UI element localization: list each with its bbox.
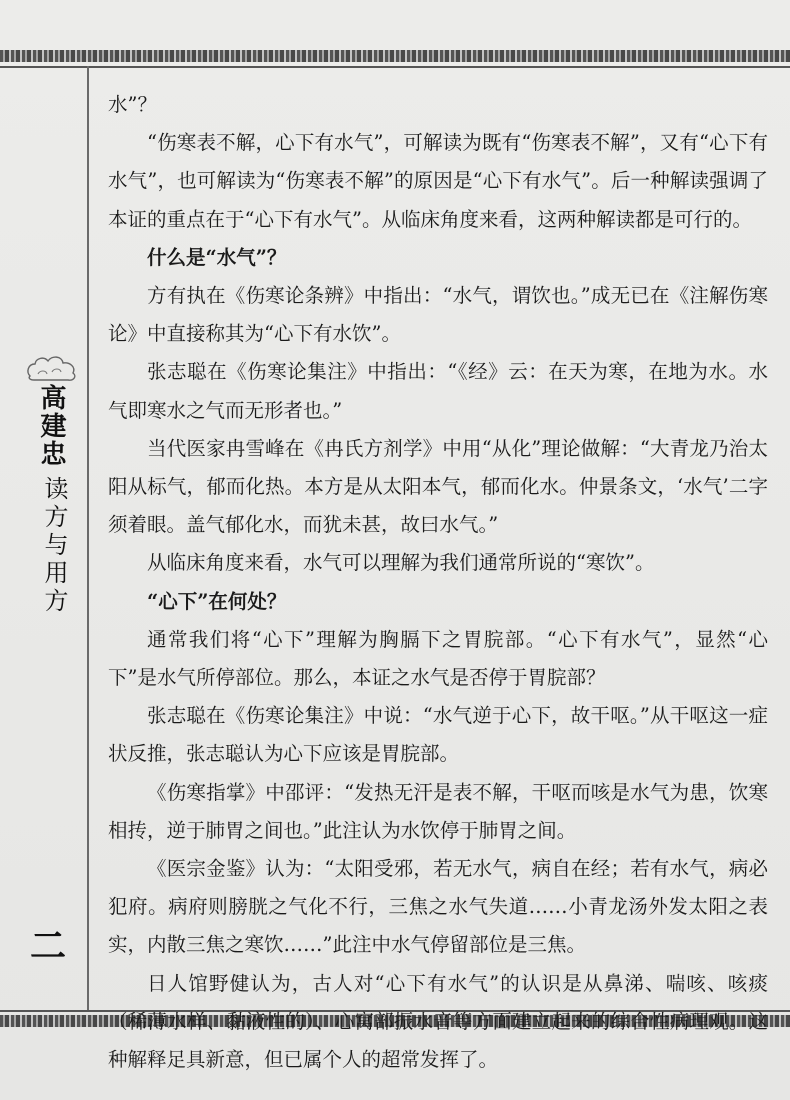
cloud-ornament-icon (24, 352, 80, 384)
paragraph: 当代医家冉雪峰在《冉氏方剂学》中用“从化”理论做解：“大青龙乃治太阳从标气，郁而化热。本方是从太阳本气，郁而化水。仲景条文，‘水气’二字须着眼。盖气郁化水，而犹未甚，故曰水气。” (108, 436, 768, 537)
book-title: 读方与用方 (40, 476, 68, 616)
paragraph: 《伤寒指掌》中邵评：“发热无汗是表不解，干呕而咳是水气为患，饮寒相抟，逆于肺胃之间也。”此注认为水饮停于肺胃之间。 (108, 780, 768, 842)
paragraph: 《医宗金鉴》认为：“太阳受邪，若无水气，病自在经；若有水气，病必犯府。病府则膀胱之气化不行，三焦之水气失道……小青龙汤外发太阳之表实，内散三焦之寒饮……”此注中水气停留部位是三焦。 (108, 857, 768, 957)
body-text (108, 86, 768, 1079)
paragraph: 方有执在《伤寒论条辨》中指出：“水气，谓饮也。”成无已在《注解伤寒论》中直接称其为“心下有水饮”。 (108, 284, 768, 346)
top-decorative-border (0, 50, 790, 62)
paragraph: “伤寒表不解，心下有水气”，可解读为既有“伤寒表不解”，又有“心下有水气”，也可解读为“伤寒表不解”的原因是“心下有水气”。后一种解读强调了本证的重点在于“心下有水气”。从临床角度来看，这两种解读都是可行的。 (108, 131, 768, 231)
section-heading: 什么是“水气”？ (147, 245, 287, 269)
paragraph: 张志聪在《伤寒论集注》中说：“水气逆于心下，故干呕。”从干呕这一症状反推，张志聪认为心下应该是胃脘部。 (108, 704, 768, 766)
section-heading: “心下”在何处？ (147, 589, 287, 613)
page-number: 二 (30, 925, 67, 967)
top-rule (0, 66, 790, 68)
paragraph: 通常我们将“心下”理解为胸膈下之胃脘部。“心下有水气”，显然“心下”是水气所停部位。那么，本证之水气是否停于胃脘部？ (108, 627, 768, 690)
paragraph: 从临床角度来看，水气可以理解为我们通常所说的“寒饮”。 (147, 551, 655, 575)
paragraph: 日人馆野健认为，古人对“心下有水气”的认识是从鼻涕、喘咳、咳痰（稀薄水样、黏液性的）、心窝部振水音等方面建立起来的综合性病理观。这种解释足具新意，但已属个人的超常发挥了。 (108, 971, 768, 1072)
paragraph: 水”？ (108, 93, 157, 116)
margin-rule (87, 66, 89, 1010)
paragraph: 张志聪在《伤寒论集注》中指出：“《经》云：在天为寒，在地为水。水气即寒水之气而无形者也。” (108, 360, 768, 422)
author-name: 高建忠 (36, 384, 66, 468)
